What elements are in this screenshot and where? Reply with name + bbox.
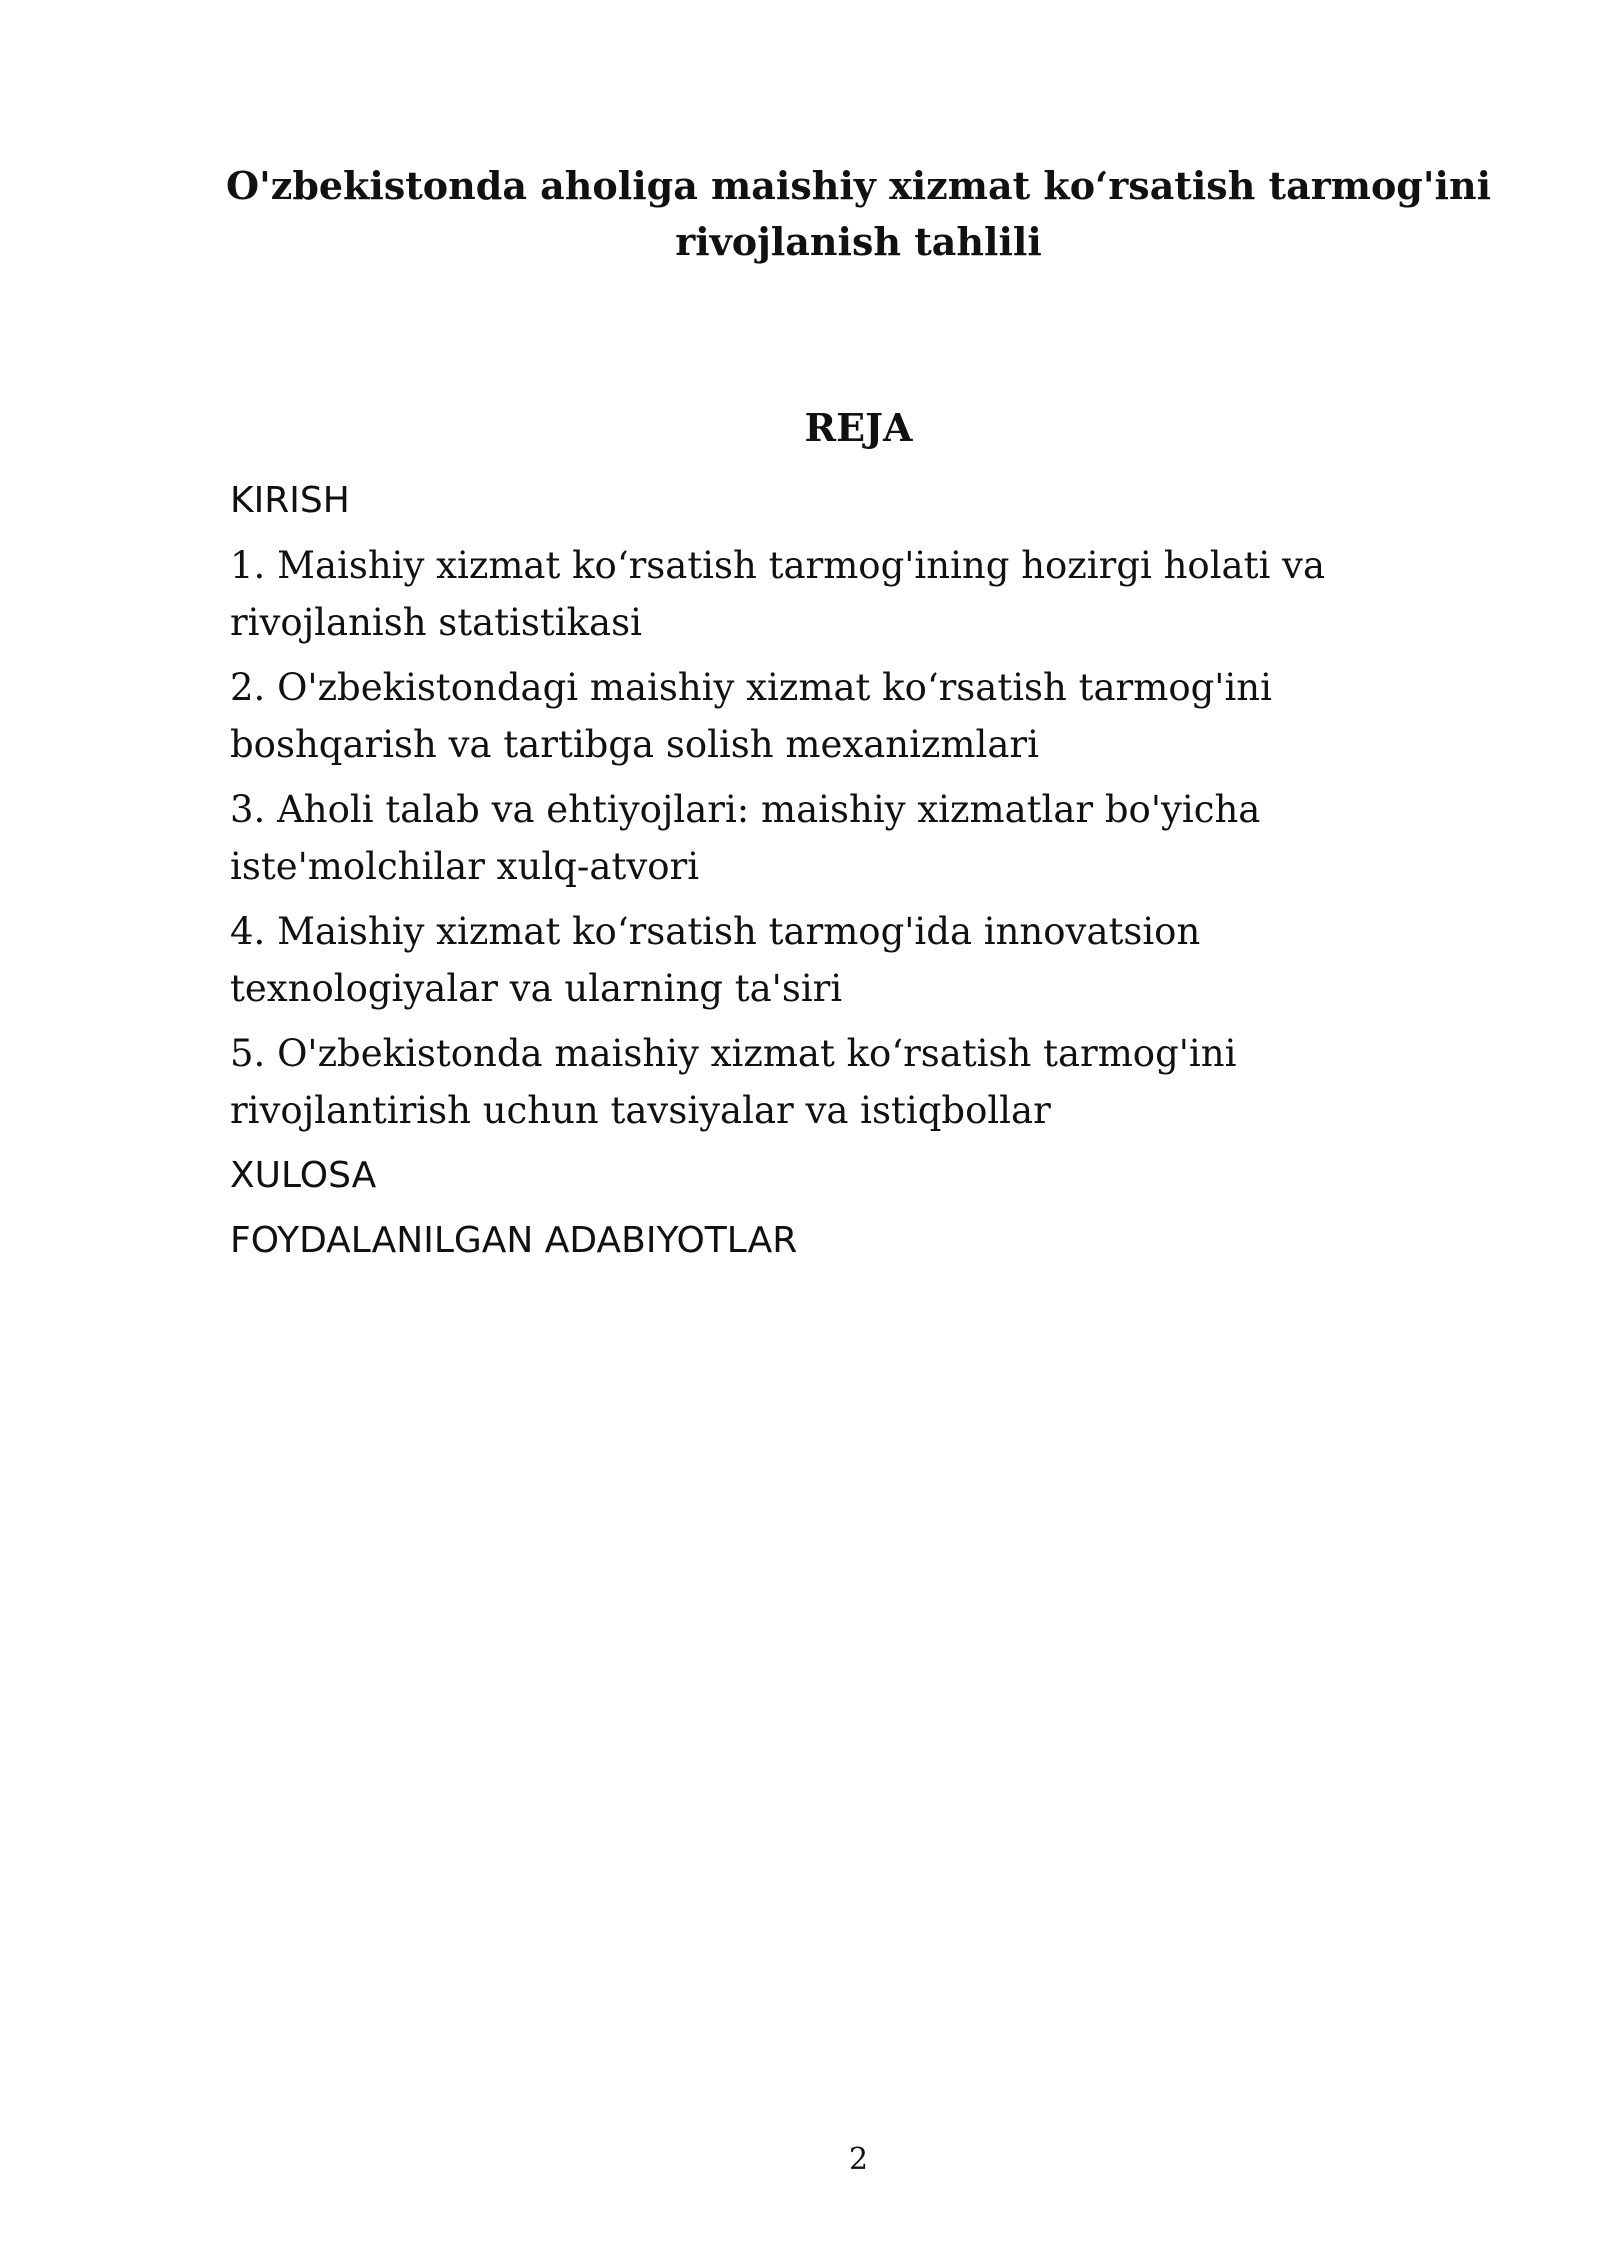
plan-item-2: 2. O'zbekistondagi maishiy xizmat koʻrsatish tarmog'ini boshqarish va tartibga solish mexanizmlari [230, 666, 1272, 766]
plan-heading: REJA [804, 405, 913, 450]
plan-item-3: 3. Aholi talab va ehtiyojlari: maishiy xizmatlar bo'yicha iste'molchilar xulq-atvori [230, 788, 1261, 888]
plan-item-conclusion: XULOSA [230, 1155, 377, 1196]
plan-item-5: 5. O'zbekistonda maishiy xizmat koʻrsatish tarmog'ini rivojlantirish uchun tavsiyalar va istiqbollar [230, 1032, 1237, 1132]
plan-list [230, 472, 1470, 1277]
title-line-2: rivojlanish tahlili [675, 219, 1042, 264]
page-number: 2 [848, 2142, 869, 2177]
plan-item-4: 4. Maishiy xizmat koʻrsatish tarmog'ida innovatsion texnologiyalar va ularning ta'siri [230, 910, 1201, 1010]
title-line-1: O'zbekistonda aholiga maishiy xizmat koʻrsatish tarmog'ini [226, 163, 1492, 208]
plan-item-1: 1. Maishiy xizmat koʻrsatish tarmog'ining hozirgi holati va rivojlanish statistikasi [230, 544, 1326, 644]
plan-item-introduction: KIRISH [230, 480, 350, 521]
plan-item-references: FOYDALANILGAN ADABIYOTLAR [230, 1220, 798, 1261]
document-title [226, 158, 1491, 270]
